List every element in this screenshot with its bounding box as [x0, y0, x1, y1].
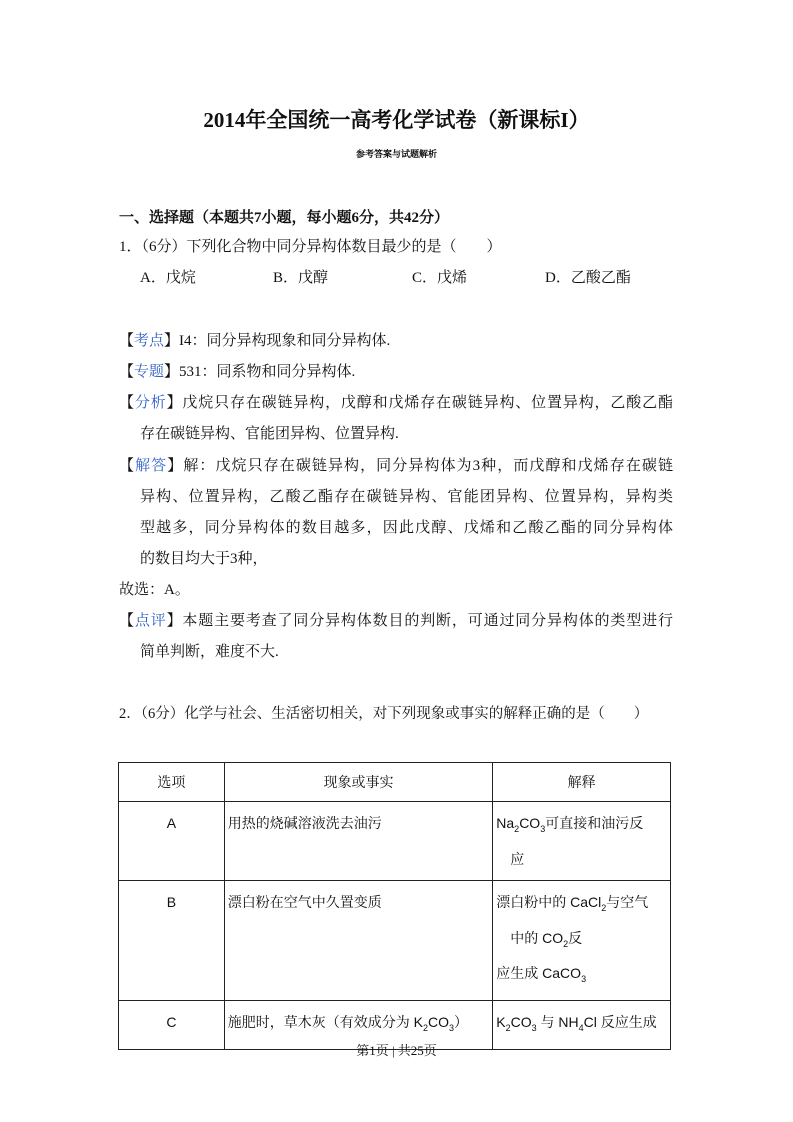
header-cell: 解释 — [493, 763, 671, 802]
explain-line — [496, 1007, 667, 1043]
text-segment: CO — [519, 815, 541, 831]
section-heading: 一、选择题（本题共7小题，每小题6分，共42分） — [119, 210, 450, 226]
page-subtitle: 参考答案与试题解析 — [355, 149, 437, 159]
kaodian-label: 考点 — [134, 333, 165, 349]
explain-cell — [493, 802, 671, 881]
fenxi: 【分析】戊烷只存在碳链异构，戊醇和戊烯存在碳链异构、位置异构，乙酸乙酯 — [119, 395, 673, 411]
jieda-line: 异构、位置异构，乙酸乙酯存在碳链异构、官能团异构、位置异构，异构类 — [140, 489, 673, 505]
q1-option-d: D．乙酸乙酯 — [545, 270, 631, 286]
q1-option-b: B．戊醇 — [273, 270, 329, 286]
subscript: 2 — [505, 1022, 511, 1033]
dianping-label: 点评 — [134, 613, 167, 629]
text-segment: 与 NH — [536, 1014, 579, 1031]
table-row — [119, 802, 671, 881]
zhuanti-text: 531：同系物和同分异构体. — [179, 364, 356, 380]
zhuanti-label: 专题 — [134, 364, 165, 380]
text-segment: 与空气 — [606, 893, 649, 910]
q2-table — [118, 762, 671, 1050]
kaodian-text: I4：同分异构现象和同分异构体. — [179, 333, 391, 349]
explain-line — [496, 887, 667, 923]
explain-line — [496, 844, 667, 874]
jieda: 【解答】解：戊烷只存在碳链异构，同分异构体为3种，而戊醇和戊烯存在碳链 — [119, 458, 673, 474]
fenxi-line: 戊烷只存在碳链异构，戊醇和戊烯存在碳链异构、位置异构，乙酸乙酯 — [182, 395, 673, 411]
page-title: 2014年全国统一高考化学试卷（新课标I） — [203, 108, 590, 132]
q1-option-a: A．戊烷 — [140, 270, 196, 286]
jieda-line: 型越多，同分异构体的数目越多，因此戊醇、戊烯和乙酸乙酯的同分异构体 — [140, 520, 673, 536]
text-segment: 应 — [496, 850, 525, 867]
text-segment: 漂白粉在空气中久置变质 — [227, 893, 382, 910]
table-row — [119, 880, 671, 1000]
fenxi-label: 分析 — [134, 395, 167, 411]
explain-line — [496, 808, 667, 844]
text-segment: 漂白粉中的 CaCl — [496, 893, 602, 910]
text-segment: CO — [510, 1014, 532, 1031]
text-segment: ） — [454, 1014, 469, 1031]
text-segment: CO — [428, 1014, 450, 1031]
text-segment: Cl 反应生成 — [583, 1014, 657, 1031]
text-segment: 施肥时，草木灰（有效成分为 K — [227, 1014, 424, 1031]
zhuanti: 【专题】531：同系物和同分异构体. — [119, 364, 356, 380]
fact-cell — [224, 880, 492, 1000]
subscript: 2 — [514, 823, 520, 834]
text-segment: 中的 CO — [496, 929, 564, 946]
page-footer: 第1页 | 共25页 — [356, 1043, 437, 1058]
subscript: 3 — [540, 823, 546, 834]
subscript: 3 — [449, 1022, 455, 1033]
header-cell: 选项 — [119, 763, 225, 802]
jieda-line: 解：戊烷只存在碳链异构，同分异构体为3种，而戊醇和戊烯存在碳链 — [183, 458, 673, 474]
subscript: 3 — [581, 974, 587, 985]
subscript: 2 — [563, 938, 569, 949]
table-header-row — [119, 763, 671, 802]
text-segment: 可直接和油污反 — [545, 815, 644, 831]
jieda-line: 的数目均大于3种， — [140, 551, 268, 567]
text-segment: 用热的烧碱溶液洗去油污 — [227, 815, 382, 831]
dianping: 【点评】本题主要考查了同分异构体数目的判断，可通过同分异构体的类型进行 — [119, 613, 673, 629]
q1-stem: 1．（6分）下列化合物中同分异构体数目最少的是（ ） — [119, 239, 502, 255]
explain-cell — [493, 880, 671, 1000]
text-segment: Na — [496, 815, 515, 831]
explain-line — [496, 958, 667, 994]
header-cell: 现象或事实 — [224, 763, 492, 802]
text-segment: K — [496, 1014, 506, 1031]
option-cell: B — [119, 880, 225, 1000]
option-cell: C — [119, 1001, 225, 1050]
kaodian: 【考点】I4：同分异构现象和同分异构体. — [119, 333, 391, 349]
fenxi-line: 存在碳链异构、官能团异构、位置异构. — [140, 426, 399, 442]
dianping-line: 简单判断，难度不大. — [140, 644, 279, 660]
jieda-label: 解答 — [135, 458, 168, 474]
subscript: 2 — [423, 1022, 429, 1033]
subscript: 2 — [601, 902, 607, 913]
q2-stem: 2．（6分）化学与社会、生活密切相关，对下列现象或事实的解释正确的是（ ） — [119, 706, 649, 722]
answer: 故选：A。 — [119, 582, 190, 598]
text-segment: 应生成 CaCO — [496, 965, 582, 982]
text-segment: 反 — [568, 929, 583, 946]
subscript: 4 — [578, 1022, 584, 1033]
explain-line — [496, 923, 667, 959]
q1-option-c: C．戊烯 — [412, 270, 468, 286]
subscript: 3 — [531, 1022, 537, 1033]
dianping-line: 本题主要考查了同分异构体数目的判断，可通过同分异构体的类型进行 — [182, 613, 673, 629]
option-cell: A — [119, 802, 225, 881]
fact-cell — [224, 802, 492, 881]
